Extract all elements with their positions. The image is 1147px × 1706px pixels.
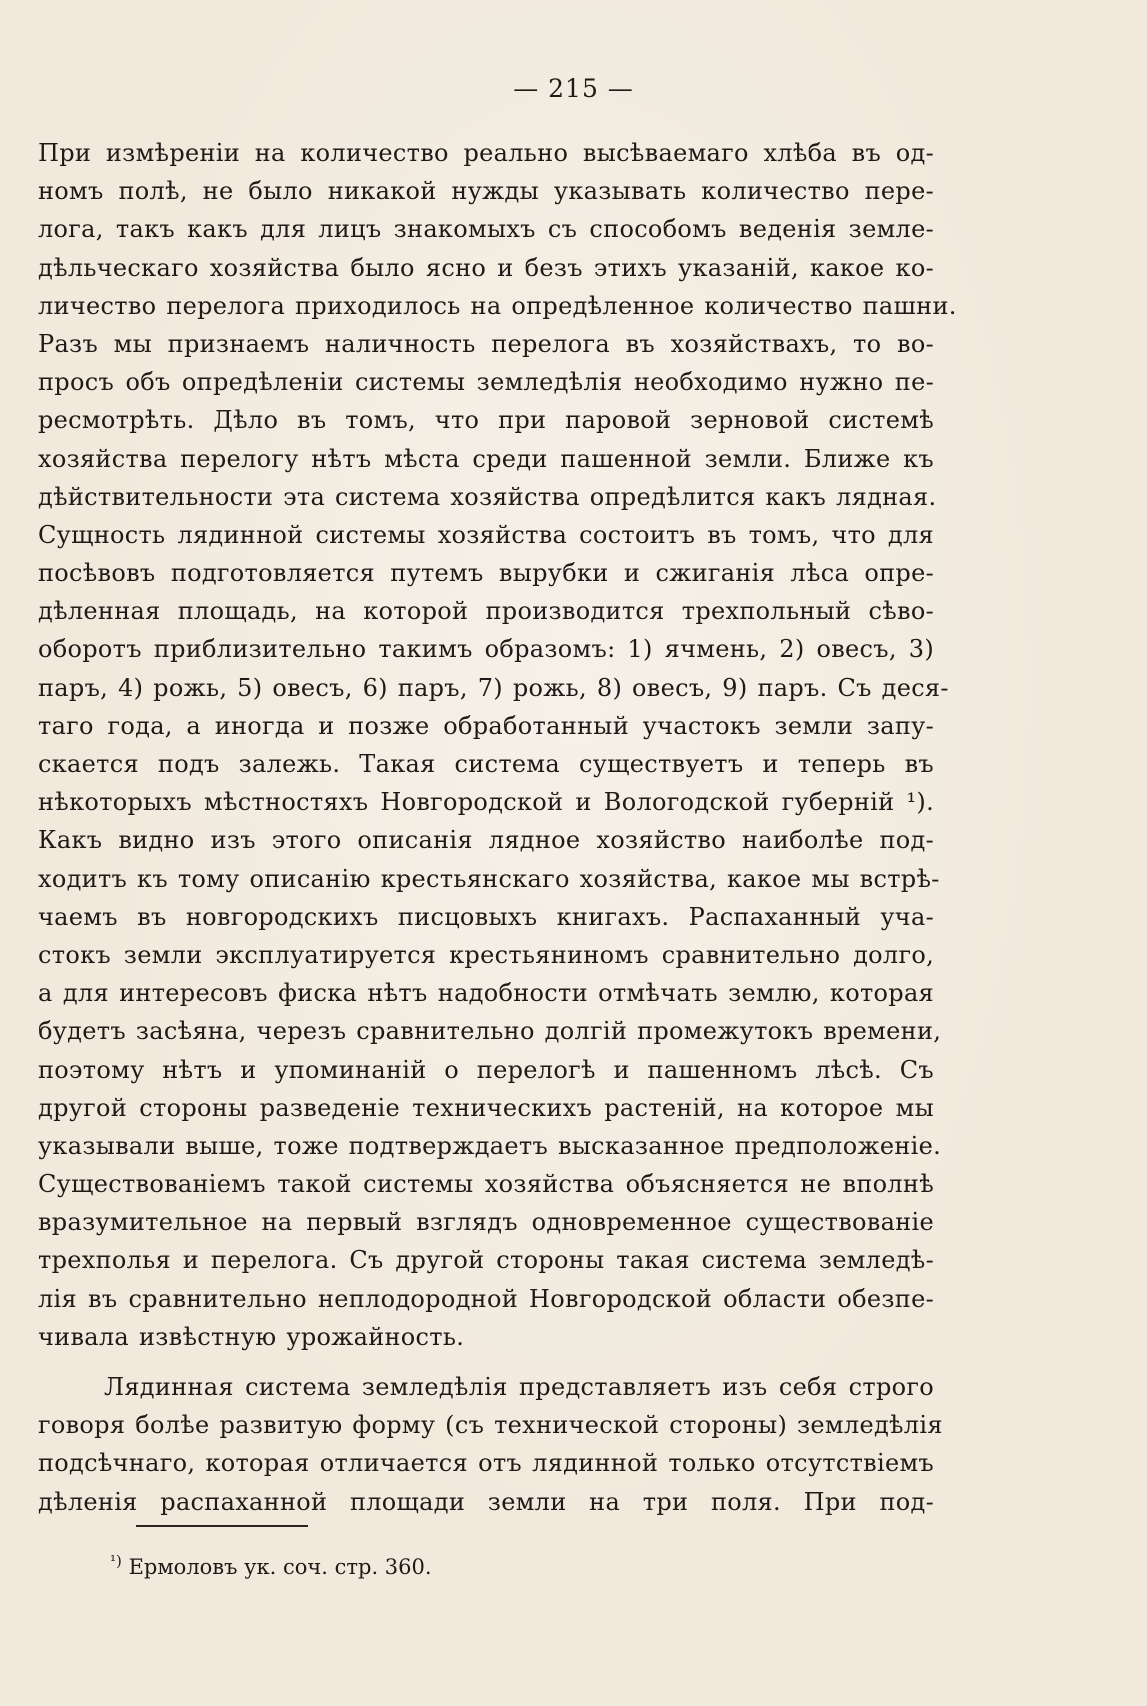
footnote-mark: ¹) <box>110 1552 122 1570</box>
footnote-divider <box>136 1525 308 1527</box>
text-line: Какъ видно изъ этого описанія лядное хозяйство наиболѣе под- <box>38 826 934 855</box>
text-line: указывали выше, тоже подтверждаетъ высказанное предположеніе. <box>38 1131 942 1160</box>
text-line: чивала извѣстную урожайность. <box>38 1322 465 1351</box>
text-line: Сущность лядинной системы хозяйства состоитъ въ томъ, что для <box>38 520 934 549</box>
text-line: чаемъ въ новгородскихъ писцовыхъ книгахъ. Распаханный уча- <box>38 902 934 931</box>
text-line: вразумительное на первый взглядъ одновременное существованіе <box>38 1208 934 1237</box>
text-line: будетъ засѣяна, черезъ сравнительно долгій промежутокъ времени, <box>38 1017 942 1046</box>
text-line: лога, такъ какъ для лицъ знакомыхъ съ способомъ веденія земле- <box>38 215 934 244</box>
page-number: — 215 — <box>513 74 634 103</box>
text-line: Разъ мы признаемъ наличность перелога въ хозяйствахъ, то во- <box>38 329 934 358</box>
body-text <box>38 134 957 1521</box>
footnote-text: Ермоловъ ук. соч. стр. 360. <box>128 1555 432 1579</box>
text-line: дѣйствительности эта система хозяйства опредѣлится какъ лядная. <box>38 482 937 511</box>
text-line: нѣкоторыхъ мѣстностяхъ Новгородской и Вологодской губерній ¹). <box>38 788 934 817</box>
text-line: другой стороны разведеніе техническихъ растеній, на которое мы <box>38 1093 934 1122</box>
footnote <box>110 1552 432 1579</box>
text-line: оборотъ приблизительно такимъ образомъ: 1) ячмень, 2) овесъ, 3) <box>38 635 934 664</box>
text-line: дѣленія распаханной площади земли на три поля. При под- <box>38 1487 934 1516</box>
text-line: подсѣчнаго, которая отличается отъ лядинной только отсутствіемъ <box>38 1449 934 1478</box>
paragraph-2 <box>38 1368 943 1521</box>
text-line: стокъ земли эксплуатируется крестьяниномъ сравнительно долго, <box>38 940 934 969</box>
text-line: Лядинная система земледѣлія представляетъ изъ себя строго <box>104 1373 934 1401</box>
text-line: хозяйства перелогу нѣтъ мѣста среди пашенной земли. Ближе къ <box>38 444 934 473</box>
text-line: поэтому нѣтъ и упоминаній о перелогѣ и пашенномъ лѣсѣ. Съ <box>38 1055 934 1084</box>
paragraph-gap <box>38 1356 934 1368</box>
text-line: лія въ сравнительно неплодородной Новгородской области обезпе- <box>38 1284 934 1313</box>
text-line: паръ, 4) рожь, 5) овесъ, 6) паръ, 7) рожь, 8) овесъ, 9) паръ. Съ деся- <box>38 673 949 702</box>
text-line: номъ полѣ, не было никакой нужды указывать количество пере- <box>38 177 934 206</box>
text-line: ресмотрѣть. Дѣло въ томъ, что при паровой зерновой системѣ <box>38 406 934 435</box>
paragraph-1 <box>38 134 957 1356</box>
text-line: дѣльческаго хозяйства было ясно и безъ этихъ указаній, какое ко- <box>38 253 934 282</box>
text-line: посѣвовъ подготовляется путемъ вырубки и сжиганія лѣса опре- <box>38 559 934 588</box>
text-line: При измѣреніи на количество реально высѣваемаго хлѣба въ од- <box>38 139 934 167</box>
text-line: Существованіемъ такой системы хозяйства объясняется не вполнѣ <box>38 1170 934 1199</box>
text-line: трехполья и перелога. Съ другой стороны такая система земледѣ- <box>38 1246 934 1275</box>
text-line: ходитъ къ тому описанію крестьянскаго хозяйства, какое мы встрѣ- <box>38 864 940 893</box>
text-line: говоря болѣе развитую форму (съ технической стороны) земледѣлія <box>38 1411 943 1440</box>
text-line: просъ объ опредѣленіи системы земледѣлія необходимо нужно пе- <box>38 368 934 397</box>
text-line: личество перелога приходилось на опредѣленное количество пашни. <box>38 291 957 320</box>
text-line: таго года, а иногда и позже обработанный участокъ земли запу- <box>38 711 934 740</box>
text-line: скается подъ залежь. Такая система существуетъ и теперь въ <box>38 750 934 778</box>
text-line: а для интересовъ фиска нѣтъ надобности отмѣчать землю, которая <box>38 979 934 1008</box>
text-line: дѣленная площадь, на которой производится трехпольный сѣво- <box>38 597 934 626</box>
